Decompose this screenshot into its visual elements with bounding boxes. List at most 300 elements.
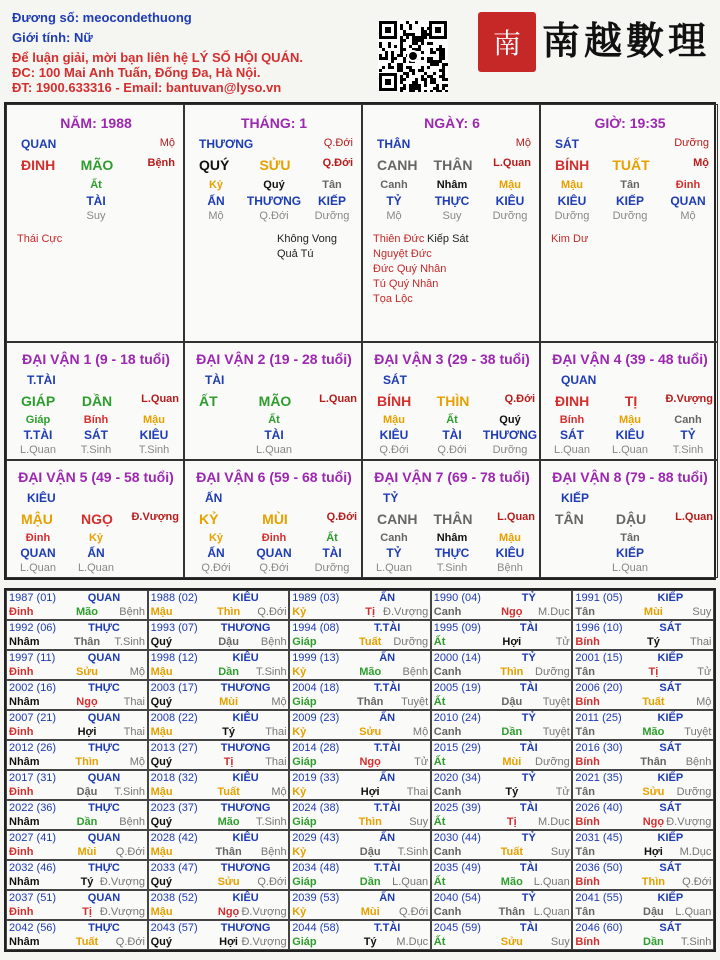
god-stage: Mộ [159,137,175,149]
year-branch: Tuất [217,786,240,798]
year-cell[interactable] [431,770,573,800]
year-label: 1992 (06) [9,622,57,634]
ten-god: T.TÀI [27,373,56,387]
hidden-god: QUAN [670,194,706,208]
pillar-title: NĂM: 1988 [60,115,132,131]
year-branch: Sửu [359,726,382,738]
year-ten-god: KIẾP [657,712,684,724]
year-cell[interactable] [289,890,431,920]
hidden-stage: L.Quan [19,444,57,456]
year-cell[interactable] [572,710,714,740]
year-stage: Tử [555,786,570,798]
year-branch: Mão [500,876,523,888]
year-label: 2041 (55) [575,892,623,904]
ten-god: TÀI [205,373,225,387]
luck-title: ĐẠI VẬN 6 (59 - 68 tuổi) [196,469,352,485]
year-stage: Tuyệt [401,696,429,708]
year-stem: Giáp [292,816,317,828]
year-ten-god: QUAN [87,592,121,604]
year-cell[interactable] [6,920,148,950]
year-stem: Kỷ [292,846,307,858]
year-label: 2032 (46) [9,862,57,874]
year-branch: Tị [223,756,234,768]
year-stage: Thai [406,786,429,798]
hidden-stem: Bính [559,414,585,426]
year-cell[interactable] [572,680,714,710]
year-branch: Ngọ [642,816,665,828]
year-cell[interactable] [6,740,148,770]
luck-pillar-2[interactable] [184,342,362,460]
year-stem: Tân [575,846,595,858]
year-label: 2020 (34) [433,772,481,784]
year-label: 2006 (20) [575,682,623,694]
luck-pillar-8[interactable] [540,460,718,578]
shen-sha-star: Tú Quý Nhân [373,278,439,290]
year-cell[interactable] [6,800,148,830]
year-branch: Sửu [217,876,240,888]
year-cell[interactable] [148,710,290,740]
year-ten-god: THỰC [88,742,120,754]
year-cell[interactable] [431,860,573,890]
hidden-god: QUAN [20,546,56,560]
ten-god: THƯƠNG [199,137,254,151]
hidden-stem: Canh [674,414,702,426]
year-branch: Thìn [216,606,241,618]
year-stage: M.Dục [679,846,712,858]
year-label: 1987 (01) [9,592,57,604]
year-stem: Kỷ [292,906,307,918]
year-cell[interactable] [6,620,148,650]
year-cell[interactable] [148,680,290,710]
year-stem: Canh [433,606,462,618]
hidden-stage: Q.Đới [259,210,289,222]
year-branch: Tuất [75,936,99,948]
heavenly-stem: BÍNH [555,157,590,173]
year-stem: Nhâm [9,936,40,948]
year-cell[interactable] [6,650,148,680]
hidden-god: SÁT [560,428,584,442]
year-ten-god: KIÊU [232,652,259,664]
year-cell[interactable] [431,800,573,830]
branch-stage: L.Quan [675,511,713,523]
gender: Giới tính: Nữ [12,30,93,45]
year-stage: Tuyệt [542,726,570,738]
year-label: 2014 (28) [292,742,340,754]
year-branch: Mão [217,816,240,828]
year-stem: Kỷ [292,666,307,678]
luck-title: ĐẠI VẬN 8 (79 - 88 tuổi) [552,469,708,485]
year-stem: Nhâm [9,696,40,708]
year-label: 2044 (58) [292,922,340,934]
year-stem: Mậu [150,846,173,858]
hidden-stage: Mộ [680,210,696,222]
hidden-stem: Mậu [619,414,641,426]
year-cell[interactable] [289,740,431,770]
year-ten-god: SÁT [659,862,682,874]
year-label: 2038 (52) [150,892,198,904]
year-cell[interactable] [431,920,573,950]
year-ten-god: TÀI [519,682,538,694]
year-label: 1989 (03) [292,592,340,604]
shen-sha-star: Thiên Đức [373,233,425,245]
hidden-stem: Quý [263,179,285,191]
year-branch: Tuất [500,846,523,858]
year-label: 2029 (43) [292,832,340,844]
year-label: 2046 (60) [575,922,623,934]
year-cell[interactable] [289,680,431,710]
branch-stage: Q.Đới [322,157,353,169]
year-label: 2039 (53) [292,892,340,904]
year-cell[interactable] [148,650,290,680]
year-stem: Tân [575,786,595,798]
luck-pillar-3[interactable] [362,342,540,460]
year-stem: Canh [433,906,462,918]
year-label: 2016 (30) [575,742,623,754]
year-ten-god: TỶ [521,772,536,784]
year-branch: Tý [363,936,377,948]
year-stem: Quý [150,696,172,708]
year-branch: Hợi [77,726,97,738]
year-stem: Quý [150,876,172,888]
year-cell[interactable] [289,620,431,650]
year-cell[interactable] [289,710,431,740]
year-cell[interactable] [6,830,148,860]
luck-pillar-1[interactable] [6,342,184,460]
hidden-stem: Tân [620,532,640,544]
year-cell[interactable] [6,710,148,740]
year-ten-god: KIÊU [232,832,259,844]
year-ten-god: KIÊU [232,592,259,604]
year-branch: Thân [640,756,667,768]
hidden-stage: Dưỡng [554,210,590,222]
hidden-stage: L.Quan [375,562,413,574]
year-ten-god: THƯƠNG [220,862,271,874]
year-stage: Tử [697,666,712,678]
shen-sha-star: Quả Tú [277,248,314,260]
branch-stage: L.Quan [493,157,531,169]
year-stem: Quý [150,756,172,768]
year-stage: Tử [555,636,570,648]
year-stage: Tuyệt [542,696,570,708]
year-branch: Hợi [643,846,663,858]
year-cell[interactable] [148,620,290,650]
year-cell[interactable] [572,860,714,890]
year-stage: Thai [689,636,712,648]
year-label: 1998 (12) [150,652,198,664]
year-branch: Dậu [76,786,98,798]
year-label: 1988 (02) [150,592,198,604]
year-label: 1996 (10) [575,622,623,634]
year-stem: Canh [433,786,462,798]
year-branch: Tý [646,636,660,648]
year-stage: Q.Đới [115,846,145,858]
year-cell[interactable] [148,800,290,830]
year-stage: T.Sinh [680,936,712,948]
year-stage: Suy [550,936,570,948]
heavenly-stem: ẤT [199,393,218,409]
year-label: 2042 (56) [9,922,57,934]
hidden-god: ẤN [207,194,225,208]
hidden-god: TÀI [322,546,342,560]
year-label: 2023 (37) [150,802,198,814]
year-cell[interactable] [572,740,714,770]
phone-email: ĐT: 1900.633316 - Email: bantuvan@lyso.vn [12,80,282,95]
year-cell[interactable] [431,890,573,920]
hidden-god: KIÊU [379,428,409,442]
year-branch: Hợi [502,636,522,648]
year-label: 2043 (57) [150,922,198,934]
year-cell[interactable] [431,680,573,710]
year-ten-god: TÀI [519,802,538,814]
branch-stage: L.Quan [319,393,357,405]
year-label: 2026 (40) [575,802,623,814]
year-cell[interactable] [289,800,431,830]
hidden-stem: Nhâm [436,179,468,191]
year-label: 2001 (15) [575,652,623,664]
luck-title: ĐẠI VẬN 7 (69 - 78 tuổi) [374,469,530,485]
hidden-god: SÁT [84,428,108,442]
year-label: 2009 (23) [292,712,340,724]
year-branch: Mùi [360,906,380,918]
year-label: 2019 (33) [292,772,340,784]
year-cell[interactable] [572,650,714,680]
year-branch: Thân [73,636,101,648]
year-stage: L.Quan [533,906,570,918]
god-stage: Q.Đới [323,137,353,149]
year-stem: Quý [150,816,172,828]
year-stem: Quý [150,936,172,948]
year-label: 2034 (48) [292,862,340,874]
ten-god: SÁT [555,137,579,151]
hidden-stage: T.Sinh [436,562,468,574]
year-branch: Dần [218,666,239,678]
ten-god: KIẾP [561,491,590,505]
year-ten-god: T.TÀI [374,622,401,634]
hidden-stage: L.Quan [553,444,591,456]
chart-panel [4,102,716,580]
year-cell[interactable] [572,770,714,800]
year-cell[interactable] [289,770,431,800]
hidden-stem: Tân [620,179,640,191]
year-label: 2033 (47) [150,862,198,874]
qr-code-icon[interactable] [378,20,448,92]
year-stage: M.Dục [396,936,429,948]
year-stem: Kỷ [292,726,307,738]
year-cell[interactable] [148,590,290,620]
year-cell[interactable] [6,680,148,710]
year-ten-god: KIẾP [657,892,684,904]
year-label: 2002 (16) [9,682,57,694]
year-ten-god: T.TÀI [374,922,401,934]
year-cell[interactable] [148,920,290,950]
year-stem: Ất [433,696,446,708]
year-label: 1990 (04) [433,592,481,604]
year-ten-god: QUAN [87,772,121,784]
year-stage: Dưỡng [393,636,429,648]
heavenly-stem: TÂN [555,511,584,527]
year-ten-god: SÁT [659,802,682,814]
year-label: 2027 (41) [9,832,57,844]
hidden-stage: Bệnh [497,562,523,574]
year-cell[interactable] [148,830,290,860]
year-ten-god: ẤN [379,652,396,664]
hidden-god: KIẾP [615,194,644,208]
year-label: 2028 (42) [150,832,198,844]
year-cell[interactable] [148,890,290,920]
year-cell[interactable] [431,590,573,620]
year-cell[interactable] [289,860,431,890]
year-ten-god: TÀI [519,622,538,634]
year-cell[interactable] [148,740,290,770]
shen-sha-star: Không Vong [277,233,337,245]
year-label: 2045 (59) [433,922,481,934]
luck-pillar-7[interactable] [362,460,540,578]
year-ten-god: TÀI [519,742,538,754]
year-branch: Ngọ [359,756,381,768]
year-stem: Bính [575,696,600,708]
hidden-stem: Mậu [143,414,165,426]
year-branch: Mão [359,666,382,678]
year-cell[interactable] [289,590,431,620]
year-cell[interactable] [148,770,290,800]
year-stage: Đ.Vượng [99,876,145,888]
year-ten-god: THỰC [88,922,120,934]
year-ten-god: SÁT [659,742,682,754]
hidden-god: KIÊU [615,428,645,442]
year-stem: Tân [575,906,595,918]
hidden-stage: Mộ [386,210,402,222]
year-cell[interactable] [6,590,148,620]
year-cell[interactable] [572,920,714,950]
year-stem: Nhâm [9,756,40,768]
hidden-stage: L.Quan [19,562,57,574]
year-stage: Tử [414,756,429,768]
hidden-stem: Mậu [499,179,521,191]
year-cell[interactable] [431,830,573,860]
year-stem: Ất [433,876,446,888]
year-stem: Mậu [150,726,173,738]
year-cell[interactable] [572,800,714,830]
branch-stage: Đ.Vượng [131,511,179,523]
shen-sha-star: Đức Quý Nhân [373,263,447,275]
earthly-branch: DẬU [615,511,647,527]
year-stage: Đ.Vượng [241,906,287,918]
year-cell[interactable] [572,890,714,920]
year-stem: Ất [433,816,446,828]
year-cell[interactable] [431,650,573,680]
year-stem: Đinh [9,666,34,678]
year-cell[interactable] [289,650,431,680]
year-stage: L.Quan [675,906,712,918]
luck-pillar-4[interactable] [540,342,718,460]
year-cell[interactable] [572,830,714,860]
year-ten-god: T.TÀI [374,742,401,754]
earthly-branch: THÂN [433,157,473,173]
year-ten-god: TỶ [521,712,536,724]
year-cell[interactable] [572,590,714,620]
year-label: 1991 (05) [575,592,623,604]
year-ten-god: TÀI [519,922,538,934]
year-stage: Bệnh [402,666,429,678]
year-ten-god: TỶ [521,592,536,604]
branch-stage: L.Quan [497,511,535,523]
hidden-god: THỰC [434,546,470,560]
year-cell[interactable] [572,620,714,650]
ten-god: QUAN [21,137,57,151]
hidden-god: ẤN [207,546,225,560]
year-label: 2035 (49) [433,862,481,874]
luck-title: ĐẠI VẬN 4 (39 - 48 tuổi) [552,351,708,367]
pillar-title: GIỜ: 19:35 [594,115,666,131]
year-label: 2037 (51) [9,892,57,904]
year-ten-god: KIÊU [232,892,259,904]
hidden-stage: Q.Đới [259,562,289,574]
year-cell[interactable] [6,770,148,800]
year-branch: Dậu [359,846,381,858]
year-branch: Thân [215,846,242,858]
year-cell[interactable] [6,890,148,920]
year-ten-god: ẤN [379,832,396,844]
hidden-god: KIÊU [139,428,169,442]
year-ten-god: THỰC [88,682,120,694]
luck-pillar-5[interactable] [6,460,184,578]
year-ten-god: ẤN [379,712,396,724]
year-label: 2012 (26) [9,742,57,754]
year-stem: Canh [433,846,462,858]
year-cell[interactable] [431,620,573,650]
year-stage: Dưỡng [535,666,570,678]
year-ten-god: QUAN [87,652,121,664]
earthly-branch: THÂN [433,511,473,527]
year-cell[interactable] [431,740,573,770]
branch-stage: L.Quan [141,393,179,405]
hidden-god: KIẾP [615,546,644,560]
year-stage: Mộ [696,696,712,708]
heavenly-stem: KỶ [199,511,219,527]
hidden-stage: Suy [86,210,106,222]
year-cell[interactable] [289,920,431,950]
year-label: 2030 (44) [433,832,481,844]
year-cell[interactable] [431,710,573,740]
hidden-god: THỰC [434,194,470,208]
hidden-stage: T.Sinh [672,444,704,456]
year-stage: Q.Đới [398,906,429,918]
year-label: 2008 (22) [150,712,198,724]
year-ten-god: KIẾP [657,652,684,664]
year-stem: Tân [575,666,595,678]
year-cell[interactable] [289,830,431,860]
year-label: 2000 (14) [433,652,481,664]
luck-pillar-6[interactable] [184,460,362,578]
earthly-branch: SỬU [259,157,291,173]
year-stem: Giáp [292,876,317,888]
year-cell[interactable] [6,860,148,890]
year-branch: Mùi [502,756,522,768]
year-cell[interactable] [148,860,290,890]
year-branch: Tý [222,726,236,738]
year-ten-god: THƯƠNG [220,622,271,634]
year-stem: Quý [150,636,172,648]
earthly-branch: MÙI [262,511,288,527]
shen-sha-star: Thái Cực [17,233,63,245]
year-branch: Sửu [75,666,99,678]
year-stem: Tân [575,726,595,738]
year-label: 2004 (18) [292,682,340,694]
year-stage: Đ.Vượng [241,936,287,948]
shen-sha-star: Kiếp Sát [427,233,469,245]
year-ten-god: KIÊU [232,712,259,724]
year-ten-god: THƯƠNG [220,742,271,754]
